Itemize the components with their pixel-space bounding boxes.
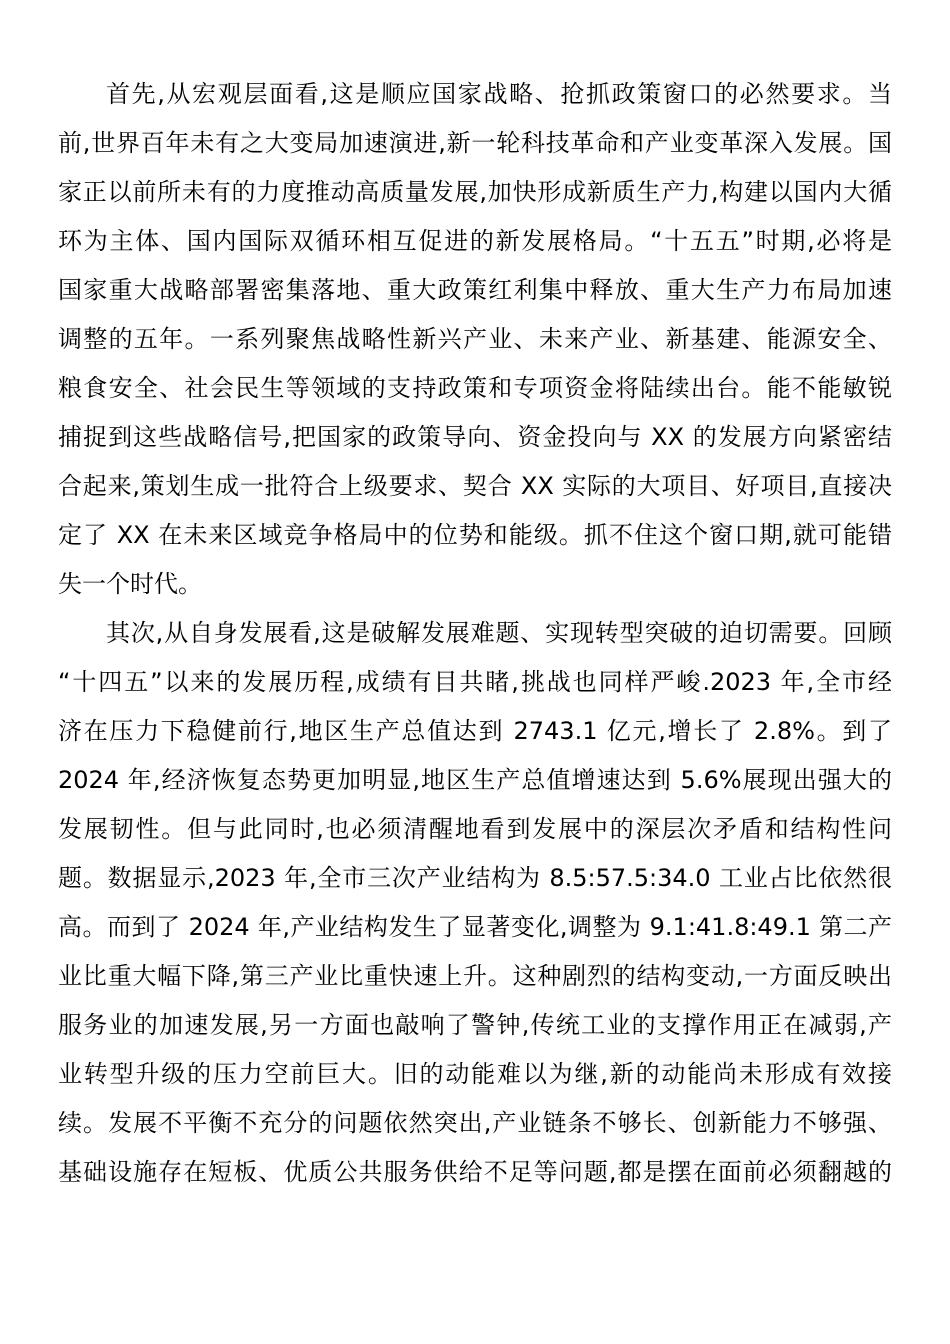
document-body	[58, 70, 892, 1197]
text-line: 粮食安全、社会民生等领域的支持政策和专项资金将陆续出台。能不能敏锐	[58, 374, 892, 402]
text-line: 环为主体、国内国际双循环相互促进的新发展格局。“十五五”时期,必将是	[58, 227, 892, 255]
text-line: 业转型升级的压力空前巨大。旧的动能难以为继,新的动能尚未形成有效接	[58, 1060, 892, 1088]
text-line: 前,世界百年未有之大变局加速演进,新一轮科技革命和产业变革深入发展。国	[58, 129, 892, 157]
text-line: 首先,从宏观层面看,这是顺应国家战略、抢抓政策窗口的必然要求。当	[106, 80, 892, 108]
text-line: 业比重大幅下降,第三产业比重快速上升。这种剧烈的结构变动,一方面反映出	[58, 962, 892, 990]
text-line: 捕捉到这些战略信号,把国家的政策导向、资金投向与 XX 的发展方向紧密结	[58, 423, 892, 451]
text-line: 高。而到了 2024 年,产业结构发生了显著变化,调整为 9.1:41.8:49.1 第二产	[58, 913, 892, 941]
text-line: 定了 XX 在未来区域竞争格局中的位势和能级。抓不住这个窗口期,就可能错	[58, 521, 892, 549]
text-line: “十四五”以来的发展历程,成绩有目共睹,挑战也同样严峻.2023 年,全市经	[58, 668, 892, 696]
text-line: 济在压力下稳健前行,地区生产总值达到 2743.1 亿元,增长了 2.8%。到了	[58, 717, 892, 745]
paragraph-macro-perspective	[58, 70, 892, 609]
text-line: 国家重大战略部署密集落地、重大政策红利集中释放、重大生产力布局加速	[58, 276, 892, 304]
paragraph-self-development	[58, 609, 892, 1197]
text-line: 其次,从自身发展看,这是破解发展难题、实现转型突破的迫切需要。回顾	[106, 619, 892, 647]
text-line: 2024 年,经济恢复态势更加明显,地区生产总值增速达到 5.6%展现出强大的	[58, 766, 892, 794]
text-line: 合起来,策划生成一批符合上级要求、契合 XX 实际的大项目、好项目,直接决	[58, 472, 892, 500]
text-line: 基础设施存在短板、优质公共服务供给不足等问题,都是摆在面前必须翻越的	[58, 1158, 892, 1186]
text-line: 续。发展不平衡不充分的问题依然突出,产业链条不够长、创新能力不够强、	[58, 1109, 892, 1137]
text-line: 调整的五年。一系列聚焦战略性新兴产业、未来产业、新基建、能源安全、	[58, 325, 892, 353]
text-line: 发展韧性。但与此同时,也必须清醒地看到发展中的深层次矛盾和结构性问	[58, 815, 892, 843]
text-line: 失一个时代。	[58, 570, 202, 598]
text-line: 题。数据显示,2023 年,全市三次产业结构为 8.5:57.5:34.0 工业占比依然很	[58, 864, 892, 892]
text-line: 服务业的加速发展,另一方面也敲响了警钟,传统工业的支撑作用正在减弱,产	[58, 1011, 892, 1039]
text-line: 家正以前所未有的力度推动高质量发展,加快形成新质生产力,构建以国内大循	[58, 178, 892, 206]
